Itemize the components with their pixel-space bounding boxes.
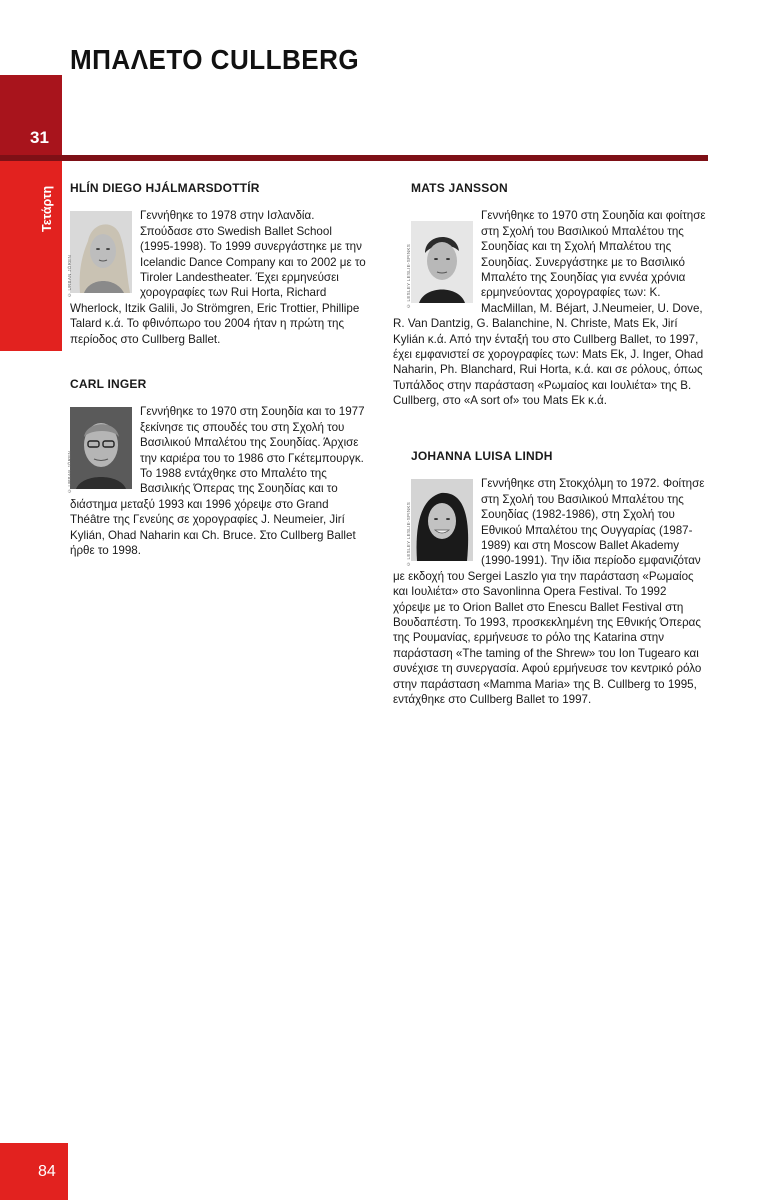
day-label: Τετάρτη bbox=[40, 185, 54, 232]
dancer-bio bbox=[393, 181, 707, 409]
dancer-name: CARL INGER bbox=[70, 377, 147, 391]
dancer-bio-text: Γεννήθηκε το 1970 στη Σουηδία και φοίτησε στη Σχολή του Βασιλικού Μπαλέτου της Σουηδίας και τη Σχολή Μπαλέτου της Σουηδίας. Συνεργάστηκε με το Βασιλικό Μπαλέτο της Σουηδίας για εννέα χρόνια ερμηνεύοντας χορογραφίες των: K. MacMillan, M. Béjart, J.Neumeier, U. Dove, R. Van Dantzig, G. Balanchine, N. Christe, Mats Ek, Jirí Kylián κ.ά. Από την ένταξή του στο Cullberg Ballet, το 1997, έχει εμφανιστεί σε χορογραφίες των: Mats Ek, J. Inger, Ohad Naharin, Ph. Blanchard, Rui Horta, κ.ά. και σε ρόλους, όπως Τυπάλδος στην παράσταση «Ρωμαίος και Ιουλιέτα» της B. Cullberg, στο «A sort of» του Mats Ek κ.ά. bbox=[393, 209, 706, 408]
page-number: 84 bbox=[38, 1163, 56, 1180]
dancer-name: MATS JANSSON bbox=[411, 181, 508, 195]
dancer-photo bbox=[67, 407, 132, 494]
dancer-bio bbox=[67, 377, 366, 558]
portrait-photo bbox=[411, 221, 473, 303]
dancer-name: JOHANNA LUISA LINDH bbox=[411, 449, 553, 463]
dancer-bio-text: Γεννήθηκε το 1978 στην Ισλανδία. Σπούδασε στο Swedish Ballet School (1995-1998). Το 1999 συνεργάστηκε με την Icelandic Dance Company και το 2002 με το Tiroler Landestheater. Έχει ερμηνεύσει χορογραφίες των Rui Horta, Richard Wherlock, Itzik Galili, Jo Strömgren, Eric Trottier, Phillipe Talard κ.ά. Το φθινόπωρο του 2004 ήταν η πρώτη της περίοδος στο Cullberg Ballet. bbox=[70, 209, 366, 346]
dancer-photo bbox=[67, 211, 132, 298]
dancer-bio-text: Γεννήθηκε το 1970 στη Σουηδία και το 1977 ξεκίνησε τις σπουδές του στη Σχολή του Βασιλικού Μπαλέτου της Σουηδίας. Άρχισε την καριέρα του το 1986 στο Γκέτεμπουργκ. Το 1988 εντάχθηκε στο Μπαλέτο της Βασιλικής Όπερας της Σουηδίας και το διάστημα μεταξύ 1993 και 1996 χόρεψε στο Grand Théâtre της Γενεύης σε χορογραφίες J. Neumeier, Jirí Kylián, Ohad Naharin και Ch. Bruce. Στο Cullberg Ballet ήρθε το 1998. bbox=[70, 405, 365, 558]
photo-credit: © URBAN JÖREN bbox=[67, 451, 72, 494]
photo-credit: © URBAN JÖREN bbox=[67, 255, 72, 298]
dancer-photo bbox=[406, 479, 473, 566]
photo-credit: © LESLEY LESLIE-SPINKS bbox=[406, 243, 411, 308]
dancer-name: HLÍN DIEGO HJÁLMARSDOTTÍR bbox=[70, 181, 260, 195]
portrait-photo bbox=[70, 211, 132, 293]
day-number: 31 bbox=[30, 128, 49, 147]
page-number-box bbox=[0, 1143, 68, 1200]
photo-credit: © LESLEY LESLIE-SPINKS bbox=[406, 501, 411, 566]
dancer-photo bbox=[406, 221, 473, 308]
page-title: ΜΠΑΛΕΤΟ CULLBERG bbox=[70, 44, 360, 75]
portrait-photo bbox=[411, 479, 473, 561]
dancer-bio bbox=[393, 449, 707, 708]
dancer-bio-text: Γεννήθηκε στη Στοκχόλμη το 1972. Φοίτησε στη Σχολή του Βασιλικού Μπαλέτου της Σουηδίας (1982-1986), στη Σχολή του Εθνικού Μπαλέτου της Ουγγαρίας (1987-1989) και στη Moscow Ballet Akademy (1990-1991). Την ίδια περίοδο εμφανιζόταν με εκδοχή του Sergei Laszlo για την παράσταση «Ρωμαίος και Ιουλιέτα» στο Savonlinna Opera Festival. Το 1992 χόρεψε με το Orion Ballet στο Enescu Ballet Festival στη Βουδαπέστη. Το 1993, προσκεκλημένη της Εθνικής Όπερας της Ρουμανίας, ερμήνευσε το ρόλο της Katarina στην παράσταση «The taming of the Shrew» του Ion Tugearo και συνέχισε τη συνεργασία. Αφού ερμήνευσε τον κεντρικό ρόλο στην παράσταση «Mamma Maria» της B. Cullberg το 1995, εντάχθηκε στο Cullberg Ballet το 1997. bbox=[393, 477, 705, 707]
portrait-photo bbox=[70, 407, 132, 489]
dancer-bio bbox=[67, 181, 366, 347]
header-rule bbox=[0, 155, 708, 161]
